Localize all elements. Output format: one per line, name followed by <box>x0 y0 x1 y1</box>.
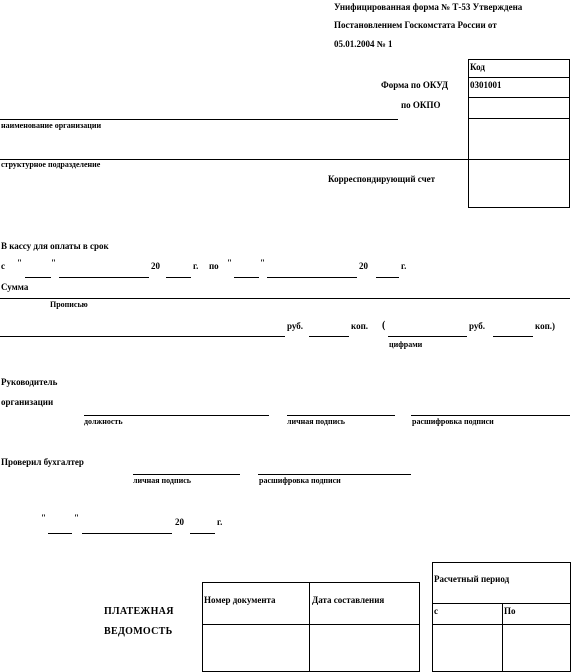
head-position-field[interactable] <box>84 415 269 416</box>
kop-label: коп. <box>351 321 369 331</box>
date-month-field[interactable] <box>82 533 172 534</box>
period-header: Расчетный период <box>434 574 510 584</box>
from-month-field[interactable] <box>59 277 149 278</box>
to-day-field[interactable] <box>234 277 259 278</box>
to-year-suffix: г. <box>401 261 407 271</box>
kop-digits-field[interactable] <box>493 336 533 337</box>
form-header-line2: Постановлением Госкомстата России от <box>334 20 497 30</box>
to-year-prefix: 20 <box>359 261 368 271</box>
statement-title-line2: ВЕДОМОСТЬ <box>104 626 173 637</box>
dept-caption: структурное подразделение <box>1 160 101 169</box>
date-quote-open: " <box>41 513 46 523</box>
from-year-prefix: 20 <box>151 261 160 271</box>
doc-date-header: Дата составления <box>312 595 385 605</box>
to-prefix: по <box>209 261 219 271</box>
kop-digits-close: коп.) <box>535 321 555 331</box>
to-quote-close: " <box>260 258 265 268</box>
code-table-divider <box>468 159 570 160</box>
signature-caption: личная подпись <box>287 417 345 426</box>
code-header: Код <box>470 62 485 72</box>
accountant-signature-caption: личная подпись <box>133 476 191 485</box>
to-quote-open: " <box>227 258 232 268</box>
code-table-divider <box>468 118 570 119</box>
okud-label: Форма по ОКУД <box>381 80 449 90</box>
document-table-divider <box>309 582 310 672</box>
period-table-col-divider <box>502 603 503 672</box>
head-decoding-field[interactable] <box>411 415 570 416</box>
head-label-line1: Руководитель <box>1 377 58 387</box>
sum-words-line-2[interactable] <box>0 336 285 337</box>
code-table-divider <box>468 77 570 78</box>
to-year-field[interactable] <box>376 277 399 278</box>
doc-number-header: Номер документа <box>204 595 276 605</box>
form-header-line1: Унифицированная форма № Т-53 Утверждена <box>334 2 523 12</box>
accountant-signature-field[interactable] <box>133 474 240 475</box>
date-year-prefix: 20 <box>175 517 184 527</box>
form-header-line3: 05.01.2004 № 1 <box>334 39 393 49</box>
from-year-suffix: г. <box>193 261 199 271</box>
from-day-field[interactable] <box>25 277 51 278</box>
date-day-field[interactable] <box>48 533 72 534</box>
okpo-label: по ОКПО <box>401 100 441 110</box>
position-caption: должность <box>84 417 123 426</box>
from-quote-open: " <box>17 258 22 268</box>
rub-label: руб. <box>287 321 304 331</box>
date-quote-close: " <box>74 513 79 523</box>
in-words-caption: Прописью <box>50 300 88 309</box>
in-digits-caption: цифрами <box>389 340 423 349</box>
date-year-suffix: г. <box>217 517 223 527</box>
org-name-line[interactable] <box>0 119 398 120</box>
code-table-divider <box>468 97 570 98</box>
head-label-line2: организации <box>1 397 54 407</box>
rub-digits-label: руб. <box>469 321 486 331</box>
payment-title: В кассу для оплаты в срок <box>1 241 109 251</box>
sum-words-line[interactable] <box>0 298 570 299</box>
accountant-decoding-caption: расшифровка подписи <box>259 476 341 485</box>
head-signature-field[interactable] <box>287 415 395 416</box>
document-table-row-divider <box>202 624 420 625</box>
accountant-decoding-field[interactable] <box>258 474 411 475</box>
date-year-field[interactable] <box>190 533 215 534</box>
from-prefix: с <box>1 261 5 271</box>
to-month-field[interactable] <box>267 277 357 278</box>
sum-digits-field[interactable] <box>388 336 467 337</box>
paren-open: ( <box>382 320 386 331</box>
org-name-caption: наименование организации <box>1 121 102 130</box>
corr-account-label: Корреспондирующий счет <box>328 174 436 184</box>
statement-title-line1: ПЛАТЕЖНАЯ <box>104 606 174 617</box>
decoding-caption: расшифровка подписи <box>412 417 494 426</box>
sum-label: Сумма <box>1 282 29 292</box>
kop-words-field[interactable] <box>309 336 349 337</box>
accountant-label: Проверил бухгалтер <box>1 457 84 467</box>
from-year-field[interactable] <box>166 277 191 278</box>
okud-value: 0301001 <box>470 80 502 90</box>
period-from-label: с <box>434 606 438 616</box>
from-quote-close: " <box>51 258 56 268</box>
period-to-label: По <box>504 606 516 616</box>
